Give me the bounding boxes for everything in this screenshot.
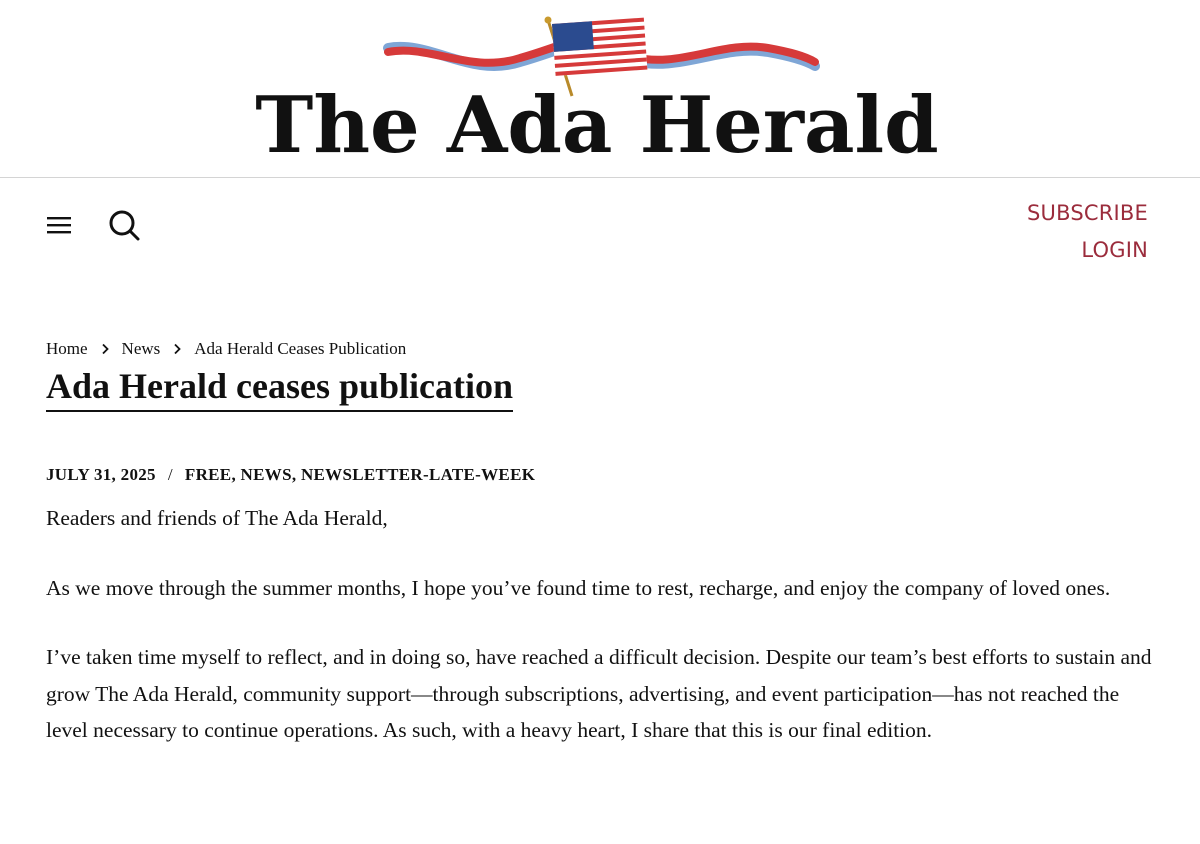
subscribe-link[interactable]: SUBSCRIBE <box>1027 201 1148 225</box>
masthead-logo[interactable] <box>0 0 1200 177</box>
account-links <box>1027 195 1148 269</box>
hamburger-menu-icon <box>45 213 73 237</box>
breadcrumb-news[interactable]: News <box>121 339 161 358</box>
article-date: JULY 31, 2025 <box>46 465 156 484</box>
article-paragraph: I’ve taken time myself to reflect, and in doing so, have reached a difficult decision. Despite our team’s best efforts to sustain and grow The Ada Herald, community support—through subscriptions, advertising, and event participation—has not reached the level necessary to continue operations. As such, with a heavy heart, I share that this is our final edition. <box>46 645 1152 742</box>
article-paragraph: As we move through the summer months, I hope you’ve found time to rest, recharge, and enjoy the company of loved ones. <box>46 575 1111 600</box>
article-paragraph: Readers and friends of The Ada Herald, <box>46 506 388 530</box>
breadcrumb <box>46 339 406 359</box>
chevron-right-icon <box>172 343 182 355</box>
site-name-wordmark: The Ada Herald <box>255 80 939 171</box>
chevron-right-icon <box>100 343 110 355</box>
category-link-free[interactable]: FREE <box>184 465 232 484</box>
category-link-news[interactable]: NEWS <box>240 465 292 484</box>
search-button[interactable] <box>106 207 142 243</box>
menu-button[interactable] <box>44 210 74 240</box>
article-body <box>46 500 1156 782</box>
article-meta: JULY 31, 2025 / FREE, NEWS, NEWSLETTER-LATE-WEEK <box>46 465 536 484</box>
breadcrumb-home[interactable]: Home <box>46 339 88 358</box>
masthead <box>0 0 1200 178</box>
login-link[interactable]: LOGIN <box>1081 238 1148 262</box>
meta-separator: / <box>167 465 173 484</box>
search-icon <box>107 208 141 242</box>
category-link-newsletter-late-week[interactable]: NEWSLETTER-LATE-WEEK <box>300 465 536 484</box>
breadcrumb-current: Ada Herald Ceases Publication <box>194 339 407 358</box>
article-title: Ada Herald ceases publication <box>46 364 513 412</box>
